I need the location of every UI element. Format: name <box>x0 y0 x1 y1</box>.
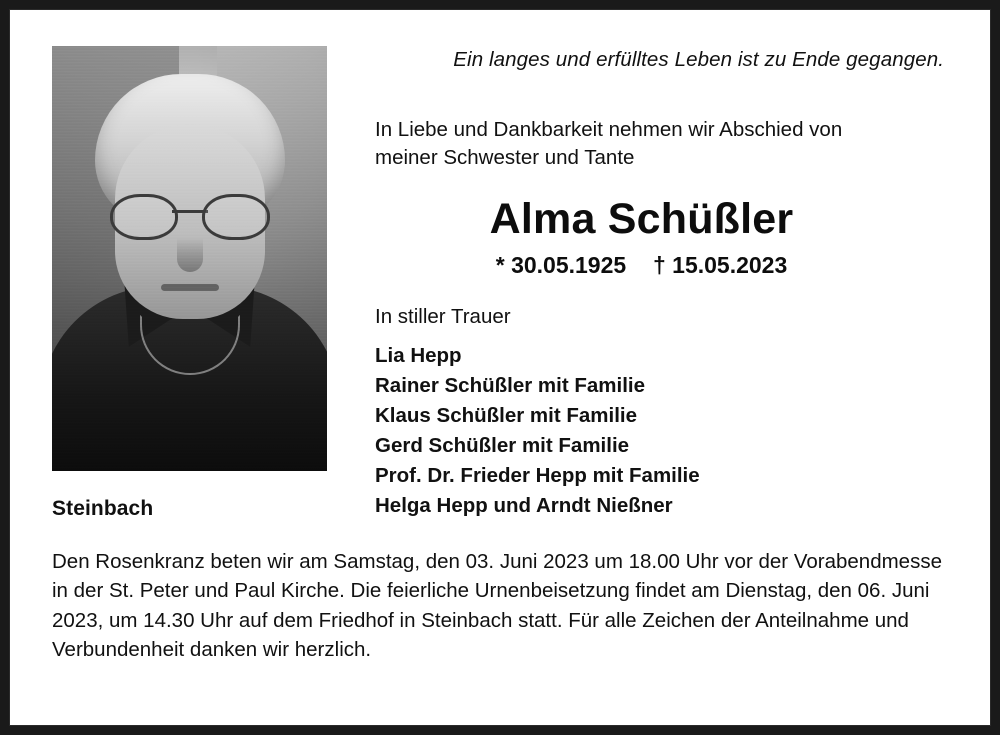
list-item: Klaus Schüßler mit Familie <box>375 403 638 427</box>
place-name: Steinbach <box>52 497 154 520</box>
list-item: Lia Hepp <box>375 343 462 367</box>
mourners-list <box>375 341 948 522</box>
list-item: Helga Hepp und Arndt Nießner <box>375 494 673 518</box>
intro-line-2: meiner Schwester und Tante <box>375 146 635 170</box>
motto-text: Ein langes und erfülltes Leben ist zu Ende gegangen. <box>453 48 944 71</box>
notice-top-area <box>52 46 948 521</box>
portrait-grain-overlay <box>52 46 327 471</box>
mourning-label: In stiller Trauer <box>375 304 511 328</box>
list-item: Rainer Schüßler mit Familie <box>375 373 645 397</box>
funeral-details-text: Den Rosenkranz beten wir am Samstag, den 03. Juni 2023 um 18.00 Uhr vor der Vorabendmesse in der St. Peter und Paul Kirche. Die feierliche Urnenbeisetzung findet am Dienstag, den 06. Juni 2023, um 14.30 Uhr auf dem Friedhof in Steinbach statt. Für alle Zeichen der Anteilnahme und Verbundenheit danken wir herzlich. <box>52 550 942 661</box>
deceased-name: Alma Schüßler <box>489 194 794 243</box>
list-item: Gerd Schüßler mit Familie <box>375 433 630 457</box>
portrait-column <box>52 46 327 521</box>
intro-text <box>375 116 948 173</box>
obituary-inner-frame <box>9 9 991 726</box>
list-item: Prof. Dr. Frieder Hepp mit Familie <box>375 464 700 488</box>
life-dates <box>375 252 948 279</box>
birth-symbol: * <box>495 251 505 278</box>
notice-text-column <box>327 46 948 521</box>
death-date: 15.05.2023 <box>672 251 788 278</box>
death-symbol: † <box>652 251 666 278</box>
birth-date: 30.05.1925 <box>511 251 627 278</box>
intro-line-1: In Liebe und Dankbarkeit nehmen wir Abschied von <box>375 118 843 141</box>
portrait-photo <box>52 46 327 471</box>
